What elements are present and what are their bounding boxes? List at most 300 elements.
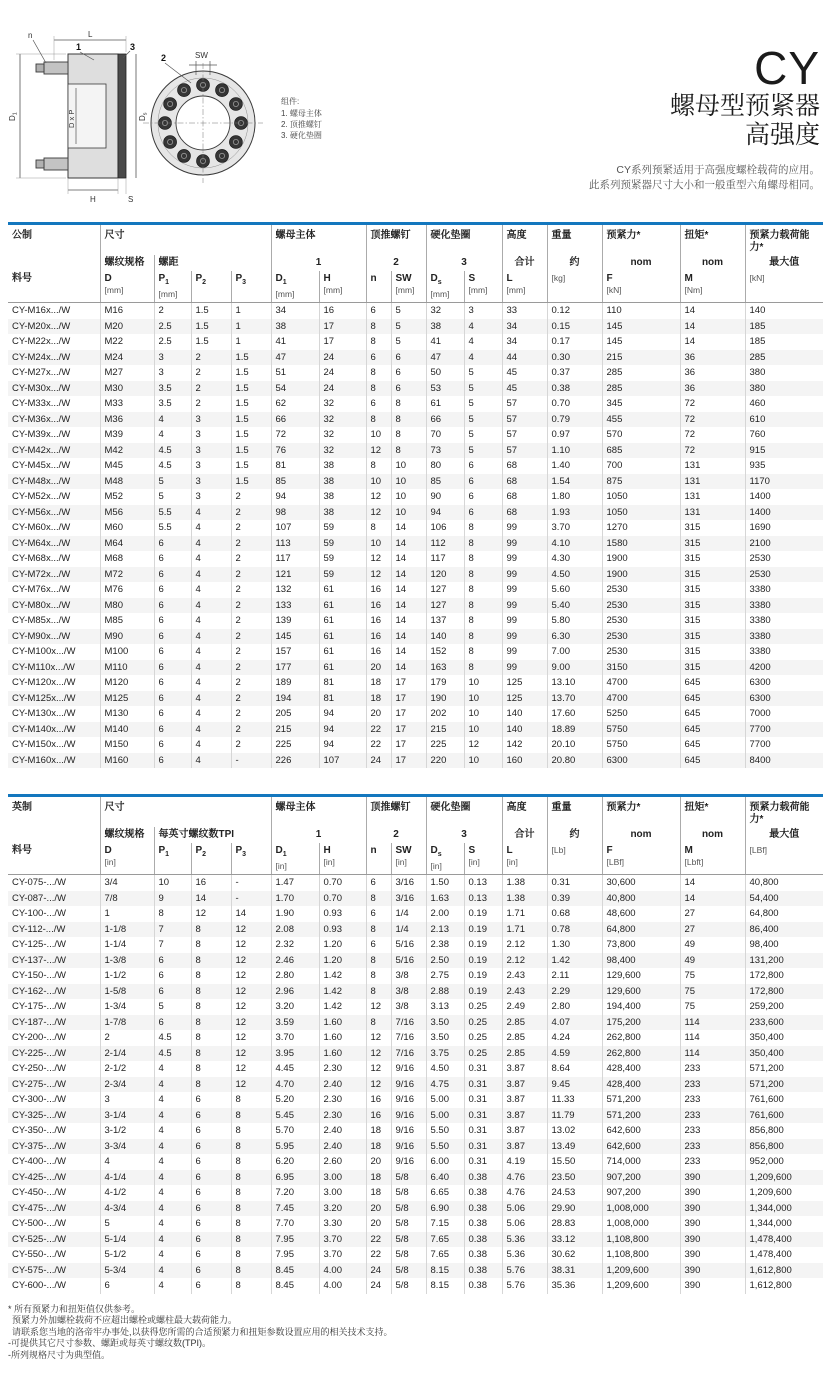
- cell: 907,200: [602, 1185, 680, 1201]
- cell: 0.19: [464, 906, 502, 922]
- cell: 80: [426, 458, 464, 474]
- cell: 6: [154, 536, 191, 552]
- cell: 1,209,600: [745, 1170, 823, 1186]
- cell: 2: [231, 737, 271, 753]
- cell: 24: [366, 1278, 391, 1294]
- cell: 7.45: [271, 1201, 319, 1217]
- cell: 14: [391, 660, 426, 676]
- cell: 14: [680, 875, 745, 891]
- cell: 5/8: [391, 1216, 426, 1232]
- cell: 5.5: [154, 505, 191, 521]
- cell: 5.70: [271, 1123, 319, 1139]
- cell: 2.75: [426, 968, 464, 984]
- cell: 34: [502, 319, 547, 335]
- cell: 75: [680, 999, 745, 1015]
- cell: 4: [191, 629, 231, 645]
- cell: 642,600: [602, 1123, 680, 1139]
- cell: 131: [680, 474, 745, 490]
- cell: 0.25: [464, 1030, 502, 1046]
- cell: 1.93: [547, 505, 602, 521]
- cell: 18: [366, 1185, 391, 1201]
- callout-1: 1: [76, 42, 82, 52]
- table-row: [8, 412, 823, 428]
- cell: 610: [745, 412, 823, 428]
- column-header: 料号: [8, 843, 100, 875]
- cell: 1.90: [271, 906, 319, 922]
- cell: 2: [231, 660, 271, 676]
- cell: 4.76: [502, 1170, 547, 1186]
- cell: 4.50: [547, 567, 602, 583]
- cell: 1.5: [191, 334, 231, 350]
- cell: 4.45: [271, 1061, 319, 1077]
- cell: 0.31: [464, 1061, 502, 1077]
- diagram-legend: [281, 96, 322, 141]
- column-header-row: [8, 271, 823, 303]
- legend-item: 1. 螺母主体: [281, 109, 322, 118]
- cell: 12: [366, 1046, 391, 1062]
- group-header: 重量: [547, 224, 602, 256]
- cell: 106: [426, 520, 464, 536]
- cell: 14: [391, 551, 426, 567]
- cell: 5/8: [391, 1247, 426, 1263]
- cell: 2.43: [502, 968, 547, 984]
- cell: 645: [680, 753, 745, 769]
- cell: 5/8: [391, 1232, 426, 1248]
- cell: M90: [100, 629, 154, 645]
- cell: 1: [231, 319, 271, 335]
- cell: 1.47: [271, 875, 319, 891]
- cell: 1.5: [231, 412, 271, 428]
- group-header: 英制: [8, 796, 100, 828]
- cell: 16: [366, 1108, 391, 1124]
- product-series-code: CY: [754, 42, 820, 94]
- cell: 94: [319, 706, 366, 722]
- cell: 6: [154, 660, 191, 676]
- column-header: $P_3$: [231, 271, 271, 303]
- cell: 36: [680, 350, 745, 366]
- cell: 4200: [745, 660, 823, 676]
- cell: 157: [271, 644, 319, 660]
- cell: 2: [231, 505, 271, 521]
- cell: 1400: [745, 489, 823, 505]
- cell: 13.49: [547, 1139, 602, 1155]
- cell: 5-3/4: [100, 1263, 154, 1279]
- cell: 7/16: [391, 1046, 426, 1062]
- part-number: CY-M90x.../W: [12, 630, 71, 642]
- table-row: [8, 1108, 823, 1124]
- cell: 4: [154, 1263, 191, 1279]
- cell: 4: [191, 660, 231, 676]
- cell: 215: [271, 722, 319, 738]
- cell: 2-1/4: [100, 1046, 154, 1062]
- cell: 8: [191, 968, 231, 984]
- cell: 2: [231, 722, 271, 738]
- cell: 4: [464, 319, 502, 335]
- cell: 3/8: [391, 968, 426, 984]
- table-row: [8, 1046, 823, 1062]
- cell: 1.60: [319, 1030, 366, 1046]
- cell: 66: [271, 412, 319, 428]
- cell: 99: [502, 629, 547, 645]
- sub-header: 约: [547, 827, 602, 843]
- cell: 3.50: [426, 1015, 464, 1031]
- table-row: [8, 1139, 823, 1155]
- cell: 4: [191, 536, 231, 552]
- cell: 4.70: [271, 1077, 319, 1093]
- legend-title: 组件:: [281, 97, 300, 106]
- cell: 4.24: [547, 1030, 602, 1046]
- cell: 4.50: [426, 1061, 464, 1077]
- sub-header: 3: [426, 255, 502, 271]
- cell: 1,209,600: [602, 1263, 680, 1279]
- cell: 2.85: [502, 1015, 547, 1031]
- cell: -: [231, 753, 271, 769]
- cell: 5-1/4: [100, 1232, 154, 1248]
- cell: 205: [271, 706, 319, 722]
- cell: 94: [319, 722, 366, 738]
- cell: 8: [231, 1185, 271, 1201]
- cell: 1.42: [319, 968, 366, 984]
- group-header: 高度: [502, 224, 547, 256]
- cell: 17: [391, 706, 426, 722]
- cell: 6: [154, 629, 191, 645]
- cell: 3.59: [271, 1015, 319, 1031]
- cell: 0.17: [547, 334, 602, 350]
- cell: 20.10: [547, 737, 602, 753]
- cell: 0.19: [464, 984, 502, 1000]
- cell: 875: [602, 474, 680, 490]
- cell: 642,600: [602, 1139, 680, 1155]
- sub-header: 1: [271, 827, 366, 843]
- part-number: CY-150-.../W: [12, 970, 67, 981]
- cell: 12: [231, 1015, 271, 1031]
- cell: 32: [319, 427, 366, 443]
- cell: 133: [271, 598, 319, 614]
- cell: 4: [154, 1278, 191, 1294]
- cell: 380: [745, 381, 823, 397]
- cell: 5: [100, 1216, 154, 1232]
- cell: 2100: [745, 536, 823, 552]
- cell: 8: [231, 1216, 271, 1232]
- cell: 215: [426, 722, 464, 738]
- cell: 2530: [602, 644, 680, 660]
- cell: M30: [100, 381, 154, 397]
- part-number: CY-M100x.../W: [12, 646, 76, 657]
- cell: 76: [271, 443, 319, 459]
- table-row: [8, 551, 823, 567]
- cell: 3.87: [502, 1123, 547, 1139]
- cell: 6: [100, 1278, 154, 1294]
- part-number: CY-400-.../W: [12, 1156, 67, 1167]
- cell: 4: [191, 551, 231, 567]
- cell: 10: [464, 675, 502, 691]
- cell: 2.08: [271, 922, 319, 938]
- cell: 72: [680, 412, 745, 428]
- cell: 1,344,000: [745, 1201, 823, 1217]
- table-row: [8, 984, 823, 1000]
- cell: 233: [680, 1139, 745, 1155]
- cell: 12: [191, 906, 231, 922]
- column-header: $D_1$ [mm]: [271, 271, 319, 303]
- cell: 99: [502, 567, 547, 583]
- part-number: CY-M45x.../W: [12, 460, 71, 471]
- cell: 10: [464, 753, 502, 769]
- cell: 6300: [745, 691, 823, 707]
- group-header: 预紧力*: [602, 796, 680, 828]
- cell: 94: [271, 489, 319, 505]
- cell: 1: [100, 906, 154, 922]
- cell: 3.30: [319, 1216, 366, 1232]
- cell: 5.40: [547, 598, 602, 614]
- cell: 0.30: [547, 350, 602, 366]
- column-header: M [Lbft]: [680, 843, 745, 875]
- cell: 4-1/4: [100, 1170, 154, 1186]
- footnotes: [8, 1304, 822, 1362]
- cell: 262,800: [602, 1030, 680, 1046]
- cell: 1-7/8: [100, 1015, 154, 1031]
- cell: 35.36: [547, 1278, 602, 1294]
- cell: 14: [231, 906, 271, 922]
- group-header: 重量: [547, 796, 602, 828]
- group-header: 预紧力载荷能力*: [745, 796, 823, 828]
- part-number: CY-M24x.../W: [12, 351, 71, 363]
- cell: 315: [680, 567, 745, 583]
- cell: 3.70: [319, 1247, 366, 1263]
- cell: 233: [680, 1154, 745, 1170]
- cell: M60: [100, 520, 154, 536]
- cell: 2: [231, 675, 271, 691]
- cell: 8: [231, 1123, 271, 1139]
- cell: 645: [680, 675, 745, 691]
- cell: 4-1/2: [100, 1185, 154, 1201]
- cell: 6: [191, 1108, 231, 1124]
- cell: 131: [680, 505, 745, 521]
- cell: 17: [391, 691, 426, 707]
- cell: 12: [366, 443, 391, 459]
- cell: 38: [319, 505, 366, 521]
- table-row: [8, 582, 823, 598]
- table-row: [8, 691, 823, 707]
- cell: 233: [680, 1092, 745, 1108]
- cell: 160: [502, 753, 547, 769]
- part-number: CY-600-.../W: [12, 1280, 67, 1291]
- cell: 6.30: [547, 629, 602, 645]
- cell: 4: [154, 1232, 191, 1248]
- tensioner-technical-drawing: [6, 26, 276, 206]
- cell: 99: [502, 598, 547, 614]
- cell: 8: [464, 644, 502, 660]
- cell: 8.64: [547, 1061, 602, 1077]
- cell: 2.49: [502, 999, 547, 1015]
- cell: 17.60: [547, 706, 602, 722]
- cell: 190: [426, 691, 464, 707]
- cell: 4: [154, 1092, 191, 1108]
- cell: 3380: [745, 644, 823, 660]
- sub-header: 合计: [502, 255, 547, 271]
- cell: 185: [745, 334, 823, 350]
- cell: 3380: [745, 629, 823, 645]
- cell: -: [231, 891, 271, 907]
- sub-header: nom: [680, 255, 745, 271]
- cell: 1,108,800: [602, 1232, 680, 1248]
- dim-label-H: H: [90, 195, 96, 204]
- cell: 2: [231, 613, 271, 629]
- cell: 2.30: [319, 1108, 366, 1124]
- cell: 8: [366, 953, 391, 969]
- cell: 6: [464, 489, 502, 505]
- cell: 30.62: [547, 1247, 602, 1263]
- cell: 6: [154, 675, 191, 691]
- cell: 140: [502, 706, 547, 722]
- cell: 8: [231, 1108, 271, 1124]
- cell: M76: [100, 582, 154, 598]
- table-row: [8, 1247, 823, 1263]
- part-number: CY-100-.../W: [12, 908, 67, 919]
- sub-header: 约: [547, 255, 602, 271]
- cell: 4: [191, 505, 231, 521]
- cell: 1: [231, 334, 271, 350]
- sub-header: [8, 827, 100, 843]
- column-header: [kg]: [547, 271, 602, 303]
- column-header: $P_2$: [191, 271, 231, 303]
- part-number: CY-M16x.../W: [12, 305, 71, 316]
- cell: 12: [231, 1030, 271, 1046]
- part-number: CY-M30x.../W: [12, 382, 71, 394]
- cell: 2: [231, 567, 271, 583]
- metric-table-section: [8, 222, 822, 768]
- cell: 68: [502, 458, 547, 474]
- cell: M45: [100, 458, 154, 474]
- cell: 2-3/4: [100, 1077, 154, 1093]
- jackbolt-bottom: [44, 158, 68, 170]
- cell: 0.38: [464, 1185, 502, 1201]
- cell: 1.42: [319, 999, 366, 1015]
- cell: 8: [191, 1061, 231, 1077]
- jackbolt-head: [216, 84, 229, 97]
- cell: 3/4: [100, 875, 154, 891]
- cell: 12: [366, 1077, 391, 1093]
- column-header: SW [in]: [391, 843, 426, 875]
- cell: 12: [366, 1061, 391, 1077]
- cell: 45: [502, 381, 547, 397]
- cell: 61: [319, 660, 366, 676]
- cell: 24: [319, 381, 366, 397]
- cell: 4: [154, 1077, 191, 1093]
- description-line: 此系列预紧器尺寸大小和一般重型六角螺母相同。: [589, 179, 820, 191]
- table-row: [8, 953, 823, 969]
- cell: 7/16: [391, 1015, 426, 1031]
- column-header: L [in]: [502, 843, 547, 875]
- cell: 36: [680, 381, 745, 397]
- table-row: [8, 1201, 823, 1217]
- cell: 2530: [745, 551, 823, 567]
- cell: 856,800: [745, 1139, 823, 1155]
- cell: M36: [100, 412, 154, 428]
- jackbolt-top: [44, 62, 68, 74]
- cell: 5.80: [547, 613, 602, 629]
- cell: 8: [231, 1278, 271, 1294]
- cell: 10: [391, 489, 426, 505]
- cell: 44: [502, 350, 547, 366]
- cell: 10: [391, 474, 426, 490]
- cell: 194: [271, 691, 319, 707]
- cell: 2.13: [426, 922, 464, 938]
- cell: 72: [680, 427, 745, 443]
- jackbolt-bottom-head: [36, 160, 44, 168]
- column-header: L [mm]: [502, 271, 547, 303]
- cell: 12: [231, 984, 271, 1000]
- cell: 140: [426, 629, 464, 645]
- cell: 390: [680, 1185, 745, 1201]
- cell: 23.50: [547, 1170, 602, 1186]
- cell: 75: [680, 984, 745, 1000]
- cell: 8.45: [271, 1263, 319, 1279]
- cell: -: [231, 875, 271, 891]
- cell: 315: [680, 536, 745, 552]
- table-row: [8, 334, 823, 350]
- cell: 3.70: [547, 520, 602, 536]
- jackbolt-head: [216, 149, 229, 162]
- cell: 140: [502, 722, 547, 738]
- cell: 2.40: [319, 1123, 366, 1139]
- cell: 570: [602, 427, 680, 443]
- cell: 152: [426, 644, 464, 660]
- jackbolt-head: [178, 149, 191, 162]
- description-line: CY系列预紧适用于高强度螺栓载荷的应用。: [616, 164, 820, 176]
- cell: 13.02: [547, 1123, 602, 1139]
- cell: 1.60: [319, 1015, 366, 1031]
- cell: M27: [100, 365, 154, 381]
- cell: 12: [231, 922, 271, 938]
- cell: 4: [191, 706, 231, 722]
- cell: 14: [391, 598, 426, 614]
- table-row: [8, 505, 823, 521]
- cell: 4.30: [547, 551, 602, 567]
- cell: M39: [100, 427, 154, 443]
- cell: 6: [464, 458, 502, 474]
- cell: 131: [680, 458, 745, 474]
- part-number: CY-350-.../W: [12, 1125, 67, 1136]
- cell: 132: [271, 582, 319, 598]
- cell: 99: [502, 613, 547, 629]
- cell: 6: [191, 1139, 231, 1155]
- group-header: 尺寸: [100, 796, 271, 828]
- cell: 345: [602, 396, 680, 412]
- cell: 145: [271, 629, 319, 645]
- table-row: [8, 675, 823, 691]
- cell: 3.70: [271, 1030, 319, 1046]
- cell: 3.87: [502, 1092, 547, 1108]
- part-number: CY-M80x.../W: [12, 599, 71, 611]
- cell: 70: [426, 427, 464, 443]
- cell: 112: [426, 536, 464, 552]
- cell: 4700: [602, 691, 680, 707]
- cell: 0.19: [464, 922, 502, 938]
- footnote: -所列规格尺寸为典型值。: [8, 1349, 110, 1360]
- cell: M80: [100, 598, 154, 614]
- cell: 32: [319, 396, 366, 412]
- cell: 6: [154, 968, 191, 984]
- cell: 4.5: [154, 443, 191, 459]
- cell: 0.70: [319, 891, 366, 907]
- cell: 0.31: [464, 1077, 502, 1093]
- cell: 8: [191, 1077, 231, 1093]
- cell: 3.70: [319, 1232, 366, 1248]
- cell: 4.00: [319, 1278, 366, 1294]
- cell: 8: [366, 365, 391, 381]
- cell: 5.50: [426, 1139, 464, 1155]
- cell: 1-1/8: [100, 922, 154, 938]
